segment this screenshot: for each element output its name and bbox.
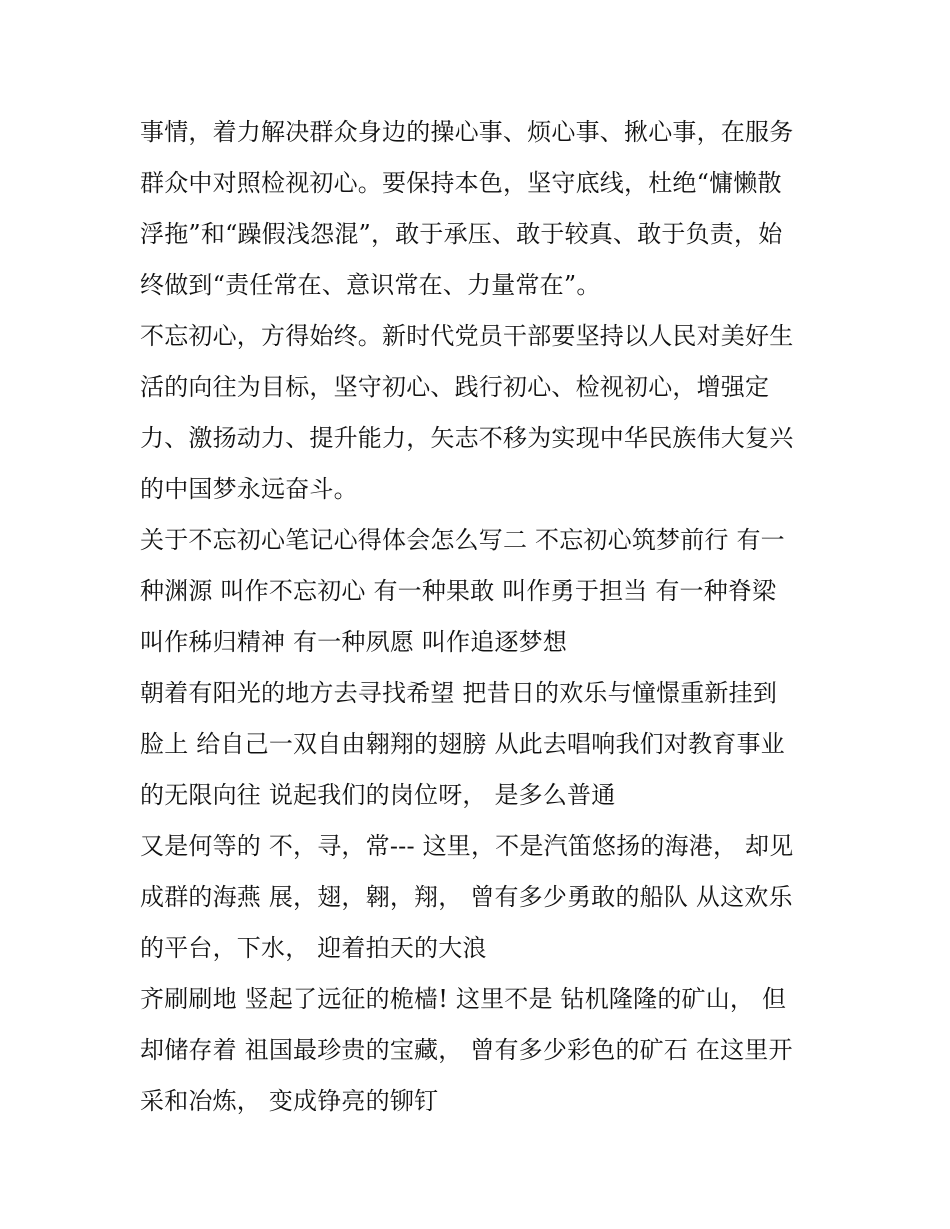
text-line: 朝着有阳光的地方去寻找希望 把昔日的欢乐与憧憬重新挂到 [140,679,778,707]
text-line: 事情，着力解决群众身边的操心事、烦心事、揪心事，在服务 [140,118,794,146]
text-line: 终做到“责任常在、意识常在、力量常在”。 [140,271,601,299]
text-line: 浮拖”和“躁假浅怨混”，敢于承压、敢于较真、敢于负责，始 [140,220,783,248]
text-line: 的中国梦永远奋斗。 [140,475,358,503]
text-line: 群众中对照检视初心。要保持本色，坚守底线，杜绝“慵懒散 [140,169,782,197]
text-line: 叫作秭归精神 有一种夙愿 叫作追逐梦想 [140,628,568,656]
text-line: 关于不忘初心笔记心得体会怎么写二 不忘初心筑梦前行 有一 [140,526,785,554]
text-line: 力、激扬动力、提升能力，矢志不移为实现中华民族伟大复兴 [140,424,794,452]
text-line: 的无限向往 说起我们的岗位呀， 是多么普通 [140,781,616,809]
text-line: 却储存着 祖国最珍贵的宝藏， 曾有多少彩色的矿石 在这里开 [140,1036,793,1064]
text-line: 成群的海燕 展，翅，翱，翔， 曾有多少勇敢的船队 从这欢乐 [140,883,793,911]
text-line: 齐刷刷地 竖起了远征的桅樯! 这里不是 钻机隆隆的矿山， 但 [140,985,787,1013]
text-line: 活的向往为目标，坚守初心、践行初心、检视初心，增强定 [140,373,770,401]
text-line: 又是何等的 不，寻，常--- 这里，不是汽笛悠扬的海港， 却见 [140,832,794,860]
document-body [140,107,830,1127]
text-line: 的平台，下水， 迎着拍天的大浪 [140,934,487,962]
text-line: 种渊源 叫作不忘初心 有一种果敢 叫作勇于担当 有一种脊梁 [140,577,777,605]
text-line: 不忘初心，方得始终。新时代党员干部要坚持以人民对美好生 [140,322,794,350]
text-line: 采和冶炼， 变成铮亮的铆钉 [140,1087,439,1115]
text-line: 脸上 给自己一双自由翱翔的翅膀 从此去唱响我们对教育事业 [140,730,785,758]
